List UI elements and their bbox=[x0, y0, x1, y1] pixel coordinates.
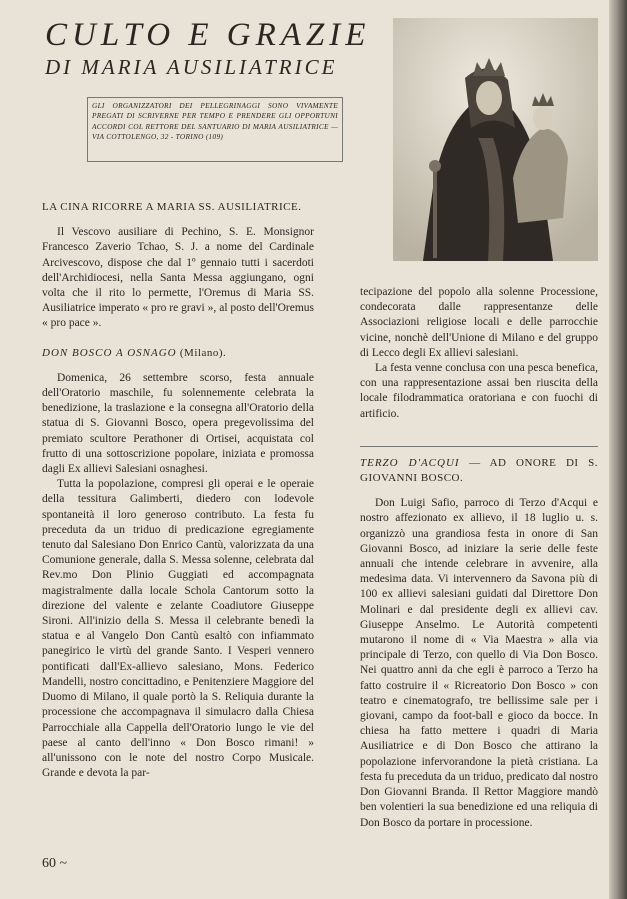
article-paragraph: Domenica, 26 settembre scorso, festa annuale dell'Oratorio maschile, fu solennemente celebrata la benedizione, la traslazione e la consegna all'Oratorio della statua di S. Giovanni Bosco, opera pregevolissima del premiato scultore Perathoner di Ortisei, acquistata col frutto di una sottoscrizione popolare, iniziata e promossa dagli Ex allievi Salesiani osnaghesi. bbox=[42, 371, 314, 476]
page-gutter-shadow bbox=[609, 0, 627, 899]
section-heading-osnago bbox=[42, 346, 314, 361]
section-heading-cina: LA CINA RICORRE A MARIA SS. AUSILIATRICE. bbox=[42, 201, 302, 213]
madonna-and-child-image bbox=[393, 18, 598, 261]
article-paragraph: Il Vescovo ausiliare di Pechino, S. E. Monsignor Francesco Zaverio Tchao, S. J. a nome del Cardinale Arcivescovo, dispose che dal 1º gennaio tutti i sacerdoti dell'Archidiocesi, nella Santa Messa aggiungano, ogni volta che il rito lo permette, l'Oremus di Maria SS. Ausiliatrice imperato « pro re gravi », al posto dell'Oremus « pro pace ». bbox=[42, 226, 314, 330]
page-number: 60 ~ bbox=[42, 856, 68, 871]
article-paragraph: Tutta la popolazione, compresi gli operai e le operaie della tessitura Galimberti, diedero con lodevole spontaneità il loro generoso contributo. La festa fu preceduta da un triduo di predicazione egregiamente tenuto dal Salesiano Don Enrico Cantù, valorizzata da una Comunione generale, dalla S. Messa solenne, celebrata dal Rev.mo Don Plinio Guggiati ed accompagnata magistralmente dalla locale Schola Cantorum sotto la direzione del valente e zelante Coadiutore Giuseppe Sironi. All'inizio della S. Messa il celebrante benedì la statua e al Vangelo Don Cantù esaltò con infiammato panegirico le virtù del grande Santo. I Vesperi vennero pontificati dall'Ex-allievo salesiano, Mons. Federico Mandelli, nostro concittadino, e Penitenziere Maggiore del Duomo di Milano, il quale portò la S. Reliquia durante la processione che accompagnava il simulacro dalla Chiesa Parrocchiale alla Cappella dell'Oratorio lungo le vie del paese al canto dell'inno « Don Bosco rimani! » all'unissono con le note del nostro Corpo Musicale. Grande e devota la par- bbox=[42, 478, 314, 780]
left-column bbox=[42, 200, 314, 781]
right-column bbox=[360, 285, 598, 831]
heading-italic: DON BOSCO A OSNAGO bbox=[42, 346, 177, 359]
pilgrimage-notice-box: GLI ORGANIZZATORI DEI PELLEGRINAGGI SONO VIVAMENTE PREGATI DI SCRIVERNE PER TEMPO E PRENDERE GLI OPPORTUNI ACCORDI COL RETTORE DEL SANTUARIO DI MARIA AUSILIATRICE — VIA COTTOLENGO, 32 - TORINO (109) bbox=[87, 97, 343, 162]
heading-location: (Milano). bbox=[176, 346, 227, 359]
page-subtitle: DI MARIA AUSILIATRICE bbox=[45, 55, 338, 79]
article-paragraph: Don Luigi Safio, parroco di Terzo d'Acqui e nostro affezionato ex allievo, il 18 luglio u. s. organizzò una grandiosa festa in onore di San Giovanni Bosco, ad iniziare la serie delle feste annuali che intende celebrare in avvenire, alla medesima data. Vi intervennero da Savona più di 100 ex allievi salesiani guidati dal Direttore Don Molinari e dal presidente degli ex allievi cav. Giuseppe Anselmo. Le Autorità competenti mutarono il nome di « Via Maestra » alla via principale di Terzo, con quello di Via Don Bosco. Nei quattro anni da che egli è parroco a Terzo ha fatto costruire il « Ricreatorio Don Bosco » con teatro e cinematografo, tre bellissime sale per i giovani, campo da foot-ball e gioco da bocce. In chiesa ha fatto mettere i quadri di Maria Ausiliatrice e di Don Bosco che attirano la popolazione infervorandone la pietà cristiana. La festa fu preceduta da un triduo, predicato dal nostro Don Giovanni Branda. Il Rettor Maggiore mandò ben volentieri la sua benedizione ed una reliquia di Don Bosco da portare in processione. bbox=[360, 497, 598, 829]
heading-subtitle: — AD ONORE DI S. GIOVANNI BOSCO. bbox=[360, 456, 598, 485]
article-paragraph: tecipazione del popolo alla solenne Processione, condecorata dalle rappresentanze delle Associazioni religiose locali e delle parrocchie vicine, nonchè dell'Unione di Milano e del gruppo di Lecco degli Ex allievi salesiani. bbox=[360, 286, 598, 359]
heading-italic: TERZO D'ACQUI bbox=[360, 456, 460, 469]
section-heading-terzo bbox=[360, 456, 598, 486]
page-title: CULTO E GRAZIE bbox=[45, 17, 371, 53]
section-divider bbox=[360, 446, 598, 447]
article-paragraph: La festa venne conclusa con una pesca benefica, con una rappresentazione assai ben riuscita della locale filodrammatica oratoriana e con fuochi di artificio. bbox=[360, 362, 598, 420]
